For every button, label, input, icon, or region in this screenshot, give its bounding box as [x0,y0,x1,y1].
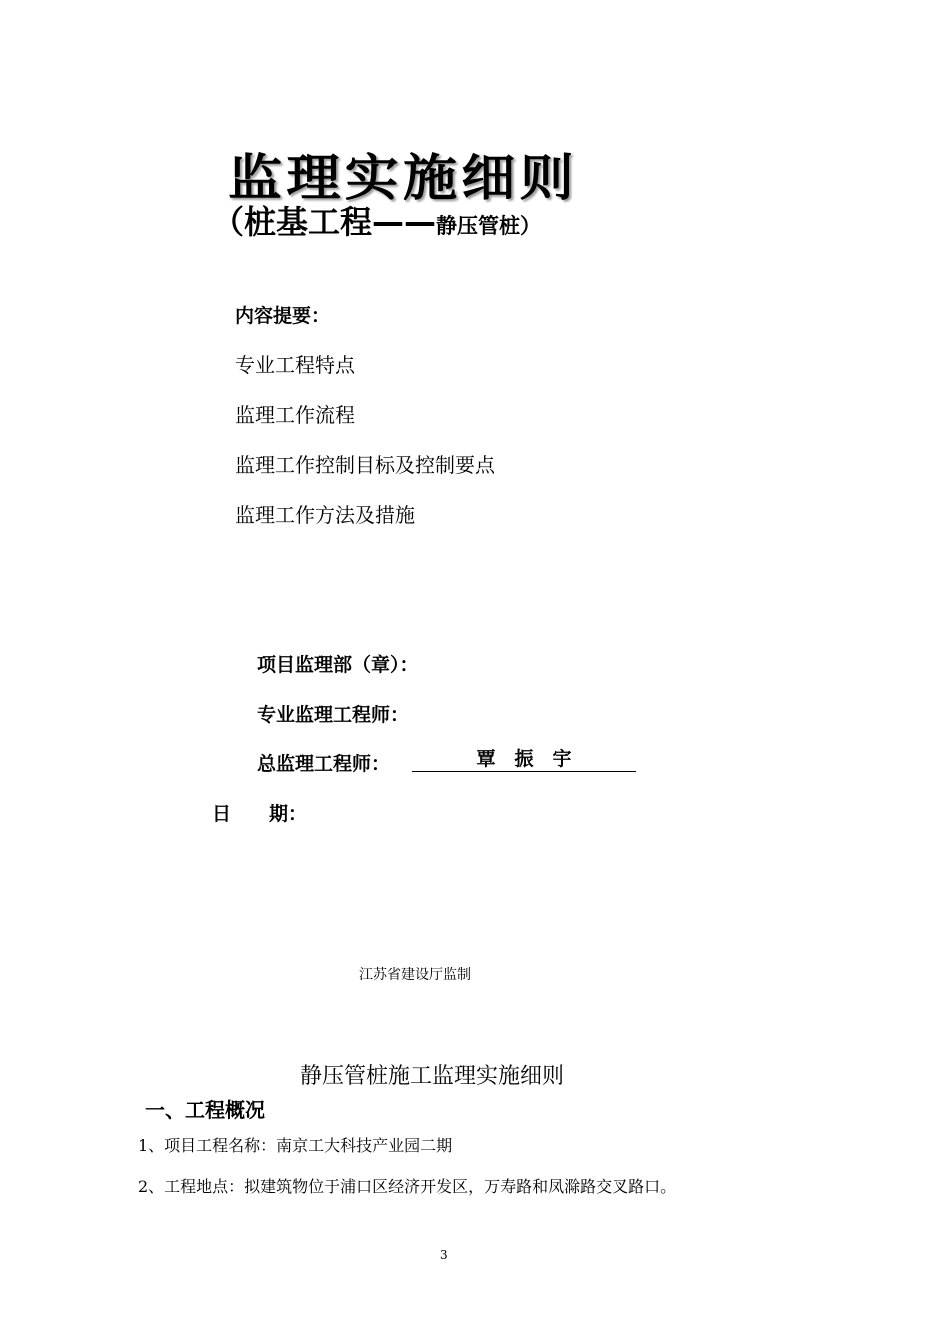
summary-item: 监理工作流程 [235,403,355,427]
date-label: 日 期： [212,803,308,825]
main-title: 监理实施细则 [228,149,578,207]
summary-item: 监理工作方法及措施 [235,503,415,527]
content-title: 静压管桩施工监理实施细则 [300,1064,565,1089]
chief-engineer-name: 覃 振 宇 [412,748,636,772]
section-heading: 一、工程概况 [145,1098,265,1122]
summary-heading: 内容提要： [235,305,331,327]
sub-title [212,197,541,243]
summary-item: 专业工程特点 [235,353,355,377]
body-line: 2、工程地点：拟建筑物位于浦口区经济开发区，万寿路和凤滁路交叉路口。 [138,1177,677,1196]
sub-title-small: 静压管桩） [436,214,542,238]
project-dept-label: 项目监理部（章）： [257,654,419,676]
page-number: 3 [440,1248,448,1262]
chief-engineer-label: 总监理工程师： [257,753,391,775]
body-line: 1、项目工程名称：南京工大科技产业园二期 [138,1136,453,1155]
issuer-note: 江苏省建设厅监制 [359,967,471,983]
specialist-engineer-label: 专业监理工程师： [257,704,410,726]
summary-item: 监理工作控制目标及控制要点 [235,453,495,477]
sub-title-main: （桩基工程—— [212,203,437,241]
